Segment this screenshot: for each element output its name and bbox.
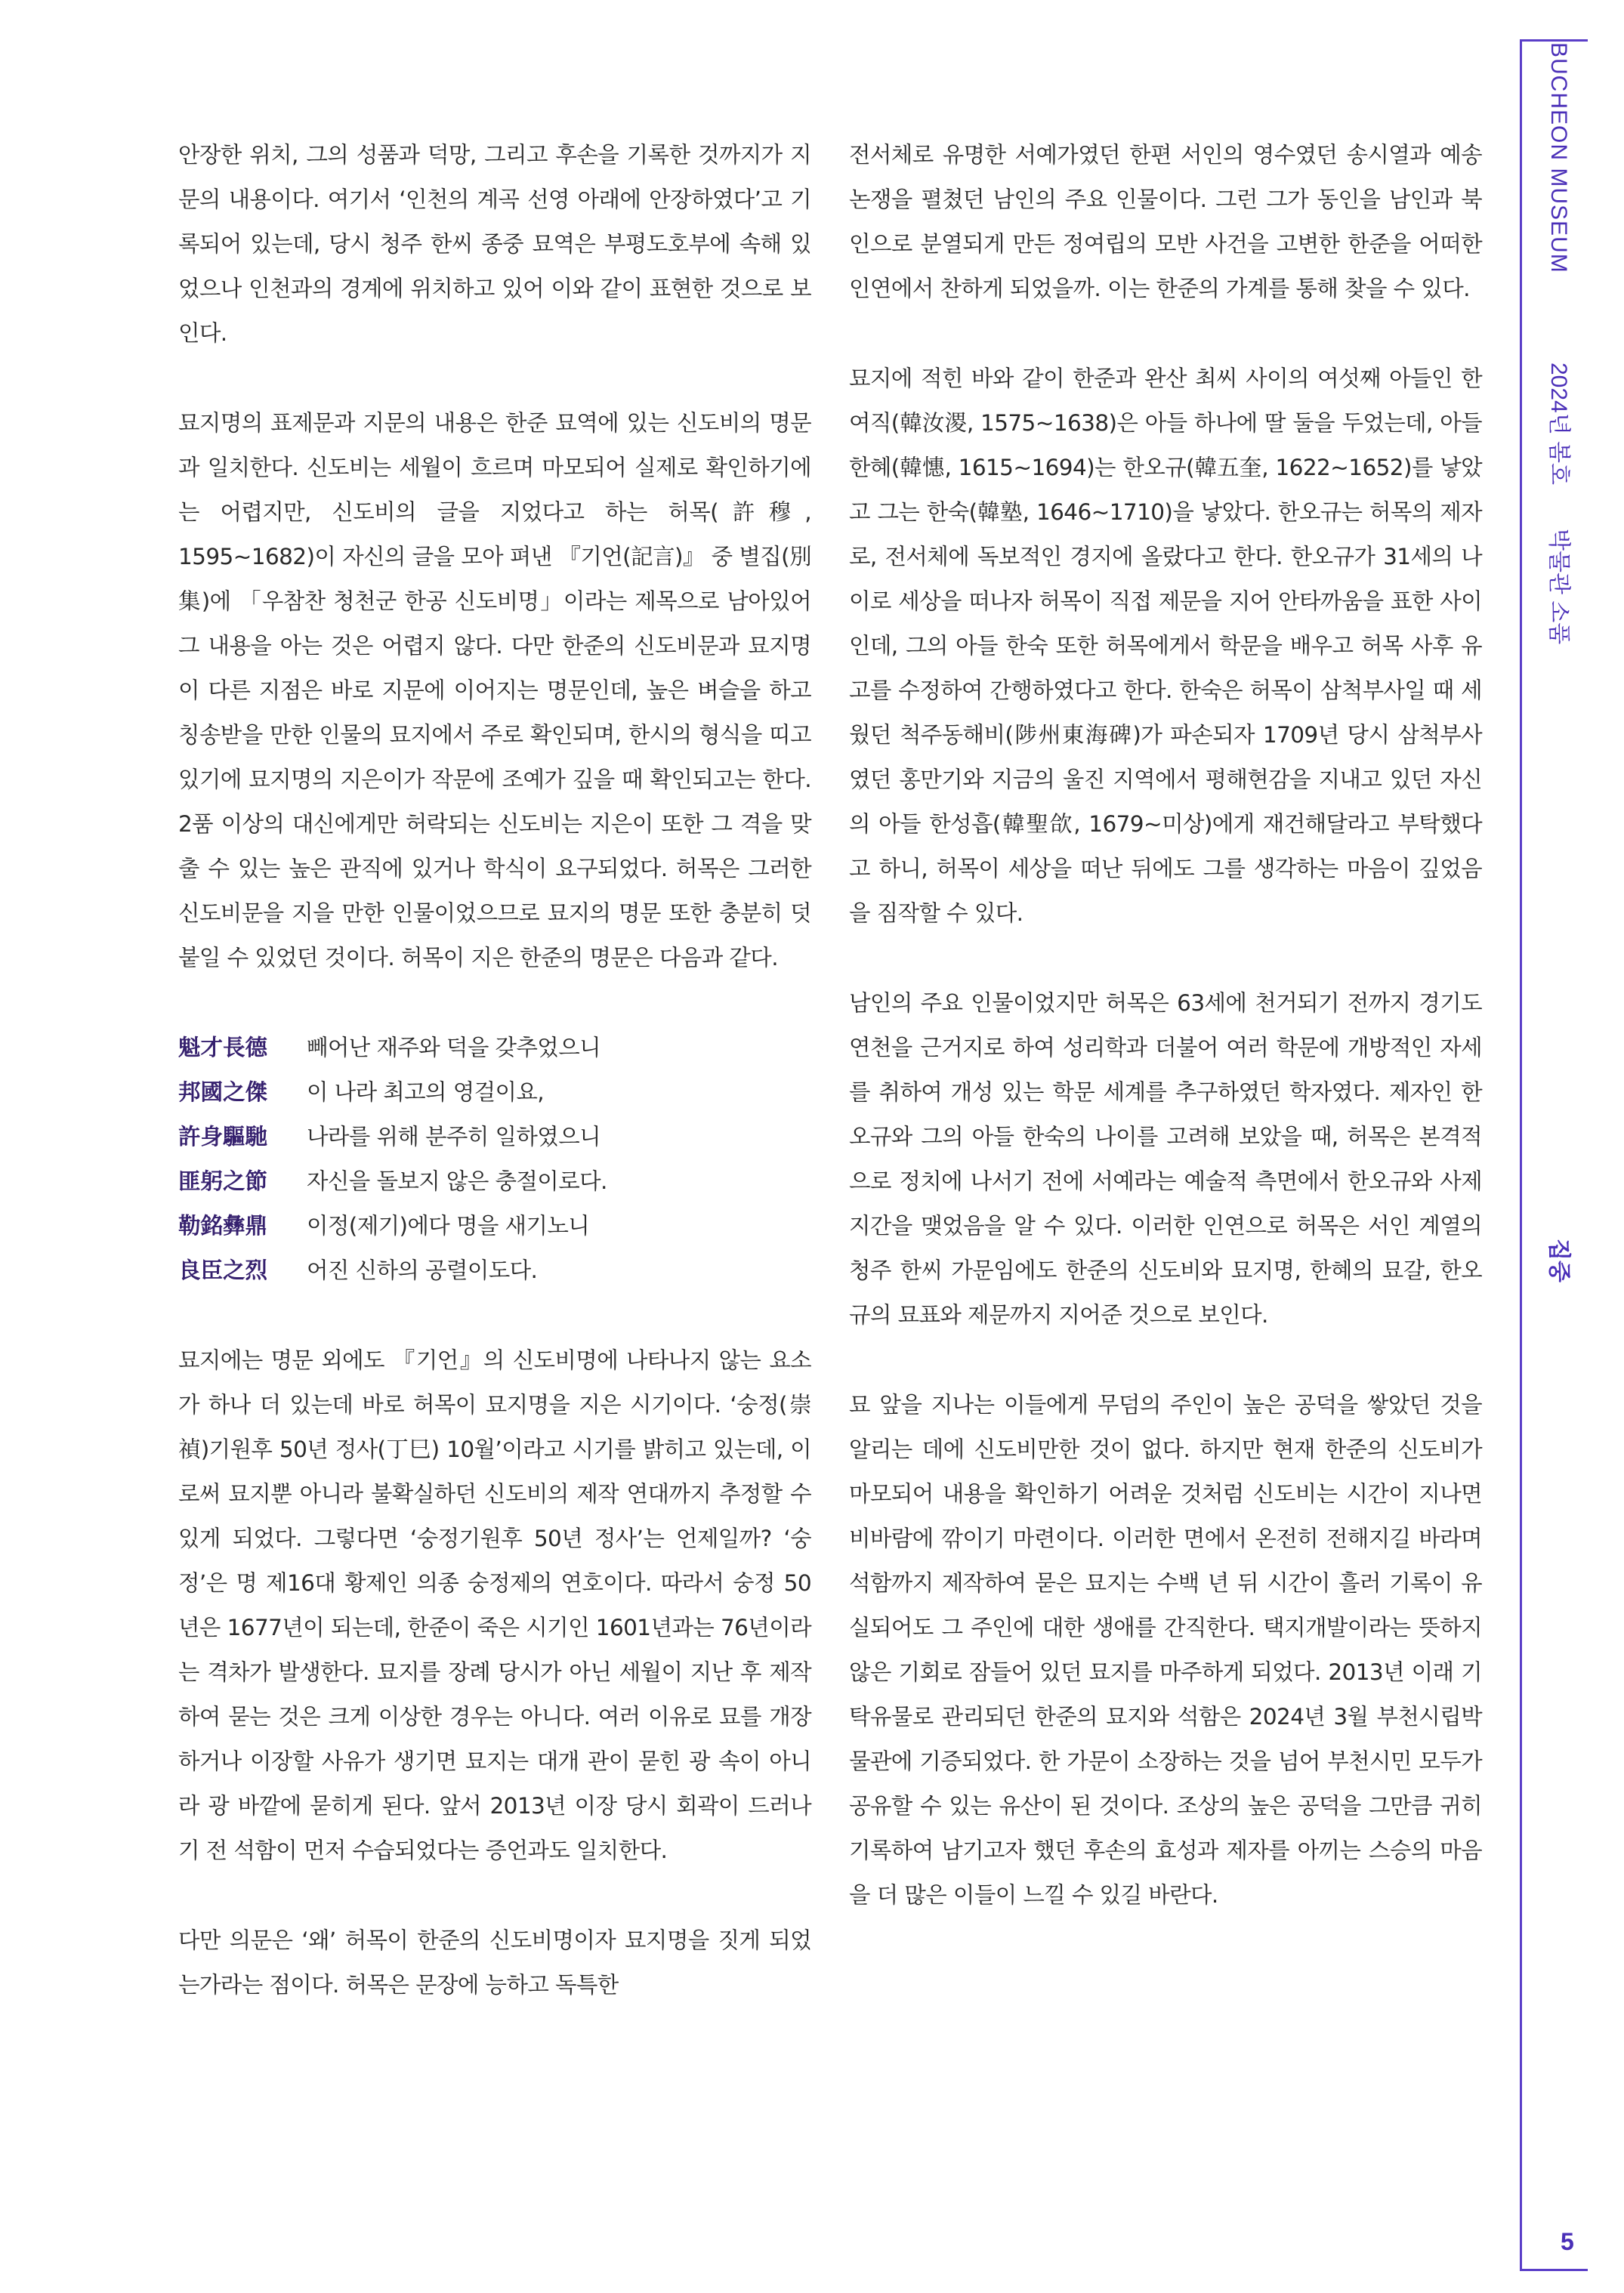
verse-korean: 나라를 위해 분주히 일하였으니 xyxy=(307,1124,601,1150)
verse-line xyxy=(178,1159,811,1204)
paragraph: 남인의 주요 인물이었지만 허목은 63세에 천거되기 전까지 경기도 연천을 근거지로 하여 성리학과 더불어 여러 학문에 개방적인 자세를 취하여 개성 있는 학문 세계를 추구하였던 학자였다. 제자인 한오규와 그의 아들 한숙의 나이를 고려해 보았을 때, 허목은 본격적으로 정치에 나서기 전에 서예라는 예술적 측면에서 한오규와 사제지간을 맺었음을 알 수 있다. 이러한 인연으로 허목은 서인 계열의 청주 한씨 가문임에도 한준의 신도비와 묘지명, 한혜의 묘갈, 한오규의 묘표와 제문까지 지어준 것으로 보인다. xyxy=(849,990,1482,1328)
verse-line xyxy=(178,1070,811,1115)
verse-korean: 자신을 돌보지 않은 충절이로다. xyxy=(307,1168,607,1194)
verse-line xyxy=(178,1204,811,1248)
verse-hanja: 邦國之傑 xyxy=(178,1079,268,1105)
verse-korean: 이 나라 최고의 영걸이요, xyxy=(307,1079,545,1105)
paragraph: 묘지에 적힌 바와 같이 한준과 완산 최씨 사이의 여섯째 아들인 한여직(韓汝溭, 1575~1638)은 아들 하나에 딸 둘을 두었는데, 아들 한혜(韓憓, 1615~1694)는 한오규(韓五奎, 1622~1652)를 낳았고 그는 한숙(韓塾, 1646~1710)을 낳았다. 한오규는 허목의 제자로, 전서체에 독보적인 경지에 올랐다고 한다. 한오규가 31세의 나이로 세상을 떠나자 허목이 직접 제문을 지어 안타까움을 표한 사이인데, 그의 아들 한숙 또한 허목에게서 학문을 배우고 허목 사후 유고를 수정하여 간행하였다고 한다. 한숙은 허목이 삼척부사일 때 세웠던 척주동해비(陟州東海碑)가 파손되자 1709년 당시 삼척부사였던 홍만기와 지금의 울진 지역에서 평해현감을 지내고 있던 자신의 아들 한성흡(韓聖欱, 1679~미상)에게 재건해달라고 부탁했다고 하니, 허목이 세상을 떠난 뒤에도 그를 생각하는 마음이 깊었음을 짐작할 수 있다. xyxy=(849,366,1482,926)
paragraph: 전서체로 유명한 서예가였던 한편 서인의 영수였던 송시열과 예송논쟁을 펼쳤던 남인의 주요 인물이다. 그런 그가 동인을 남인과 북인으로 분열되게 만든 정여립의 모반 사건을 고변한 한준을 어떠한 인연에서 찬하게 되었을까. 이는 한준의 가계를 통해 찾을 수 있다. xyxy=(849,142,1482,301)
verse-hanja: 勒銘彝鼎 xyxy=(178,1213,268,1239)
rail-feature-label: 집중 xyxy=(1546,1239,1571,1282)
verse-hanja: 許身驅馳 xyxy=(178,1124,268,1150)
verse-line xyxy=(178,1115,811,1159)
rail-issue: 2024년 봄호 xyxy=(1546,363,1571,486)
verse-hanja: 匪躬之節 xyxy=(178,1168,268,1194)
paragraph: 다만 의문은 ‘왜’ 허목이 한준의 신도비명이자 묘지명을 짓게 되었는가라는 점이다. 허목은 문장에 능하고 독특한 xyxy=(178,1927,811,1998)
verse-hanja: 魁才長德 xyxy=(178,1035,268,1060)
verse-hanja: 良臣之烈 xyxy=(178,1258,268,1283)
inscription-verse xyxy=(178,1026,811,1293)
paragraph: 묘지에는 명문 외에도 『기언』의 신도비명에 나타나지 않는 요소가 하나 더 있는데 바로 허목이 묘지명을 지은 시기이다. ‘숭정(崇禎)기원후 50년 정사(丁巳) 10월’이라고 시기를 밝히고 있는데, 이로써 묘지뿐 아니라 불확실하던 신도비의 제작 연대까지 추정할 수 있게 되었다. 그렇다면 ‘숭정기원후 50년 정사’는 언제일까? ‘숭정’은 명 제16대 황제인 의종 숭정제의 연호이다. 따라서 숭정 50년은 1677년이 되는데, 한준이 죽은 시기인 1601년과는 76년이라는 격차가 발생한다. 묘지를 장례 당시가 아닌 세월이 지난 후 제작하여 묻는 것은 크게 이상한 경우는 아니다. 여러 이유로 묘를 개장하거나 이장할 사유가 생기면 묘지는 대개 관이 묻힌 광 속이 아니라 광 바깥에 묻히게 된다. 앞서 2013년 이장 당시 회곽이 드러나기 전 석함이 먼저 수습되었다는 증언과도 일치한다. xyxy=(178,1347,811,1863)
page-number: 5 xyxy=(1561,2228,1574,2255)
left-column xyxy=(178,133,811,2008)
verse-line xyxy=(178,1026,811,1070)
right-column xyxy=(849,133,1482,1918)
paragraph: 묘지명의 표제문과 지문의 내용은 한준 묘역에 있는 신도비의 명문과 일치한다. 신도비는 세월이 흐르며 마모되어 실제로 확인하기에는 어렵지만, 신도비의 글을 지었다고 하는 허목(許穆, 1595~1682)이 자신의 글을 모아 펴낸 『기언(記言)』 중 별집(別集)에 「우참찬 청천군 한공 신도비명」이라는 제목으로 남아있어 그 내용을 아는 것은 어렵지 않다. 다만 한준의 신도비문과 묘지명이 다른 지점은 바로 지문에 이어지는 명문인데, 높은 벼슬을 하고 칭송받을 만한 인물의 묘지에서 주로 확인되며, 한시의 형식을 띠고 있기에 묘지명의 지은이가 작문에 조예가 깊을 때 확인되고는 한다. 2품 이상의 대신에게만 허락되는 신도비는 지은이 또한 그 격을 맞출 수 있는 높은 관직에 있거나 학식이 요구되었다. 허목은 그러한 신도비문을 지을 만한 인물이었으므로 묘지의 명문 또한 충분히 덧붙일 수 있었던 것이다. 허목이 지은 한준의 명문은 다음과 같다. xyxy=(178,410,811,971)
rail-museum-name: BUCHEON MUSEUM xyxy=(1546,42,1571,273)
paragraph: 안장한 위치, 그의 성품과 덕망, 그리고 후손을 기록한 것까지가 지문의 내용이다. 여기서 ‘인천의 계곡 선영 아래에 안장하였다’고 기록되어 있는데, 당시 청주 한씨 종중 묘역은 부평도호부에 속해 있었으나 인천과의 경계에 위치하고 있어 이와 같이 표현한 것으로 보인다. xyxy=(178,142,811,346)
verse-korean: 빼어난 재주와 덕을 갖추었으니 xyxy=(307,1035,601,1060)
verse-line xyxy=(178,1248,811,1293)
paragraph: 묘 앞을 지나는 이들에게 무덤의 주인이 높은 공덕을 쌓았던 것을 알리는 데에 신도비만한 것이 없다. 하지만 현재 한준의 신도비가 마모되어 내용을 확인하기 어려운 것처럼 신도비는 시간이 지나면 비바람에 깎이기 마련이다. 이러한 면에서 온전히 전해지길 바라며 석함까지 제작하여 묻은 묘지는 수백 년 뒤 시간이 흘러 기록이 유실되어도 그 주인에 대한 생애를 간직한다. 택지개발이라는 뜻하지 않은 기회로 잠들어 있던 묘지를 마주하게 되었다. 2013년 이래 기탁유물로 관리되던 한준의 묘지와 석함은 2024년 3월 부천시립박물관에 기증되었다. 한 가문이 소장하는 것을 넘어 부천시민 모두가 공유할 수 있는 유산이 된 것이다. 조상의 높은 공덕을 그만큼 귀히 기록하여 남기고자 했던 후손의 효성과 제자를 아끼는 스승의 마음을 더 많은 이들이 느낄 수 있길 바란다. xyxy=(849,1392,1482,1908)
verse-korean: 어진 신하의 공렬이도다. xyxy=(307,1258,538,1283)
verse-korean: 이정(제기)에다 명을 새기노니 xyxy=(307,1213,590,1239)
rail-section: 박물관 소품 xyxy=(1546,529,1571,645)
